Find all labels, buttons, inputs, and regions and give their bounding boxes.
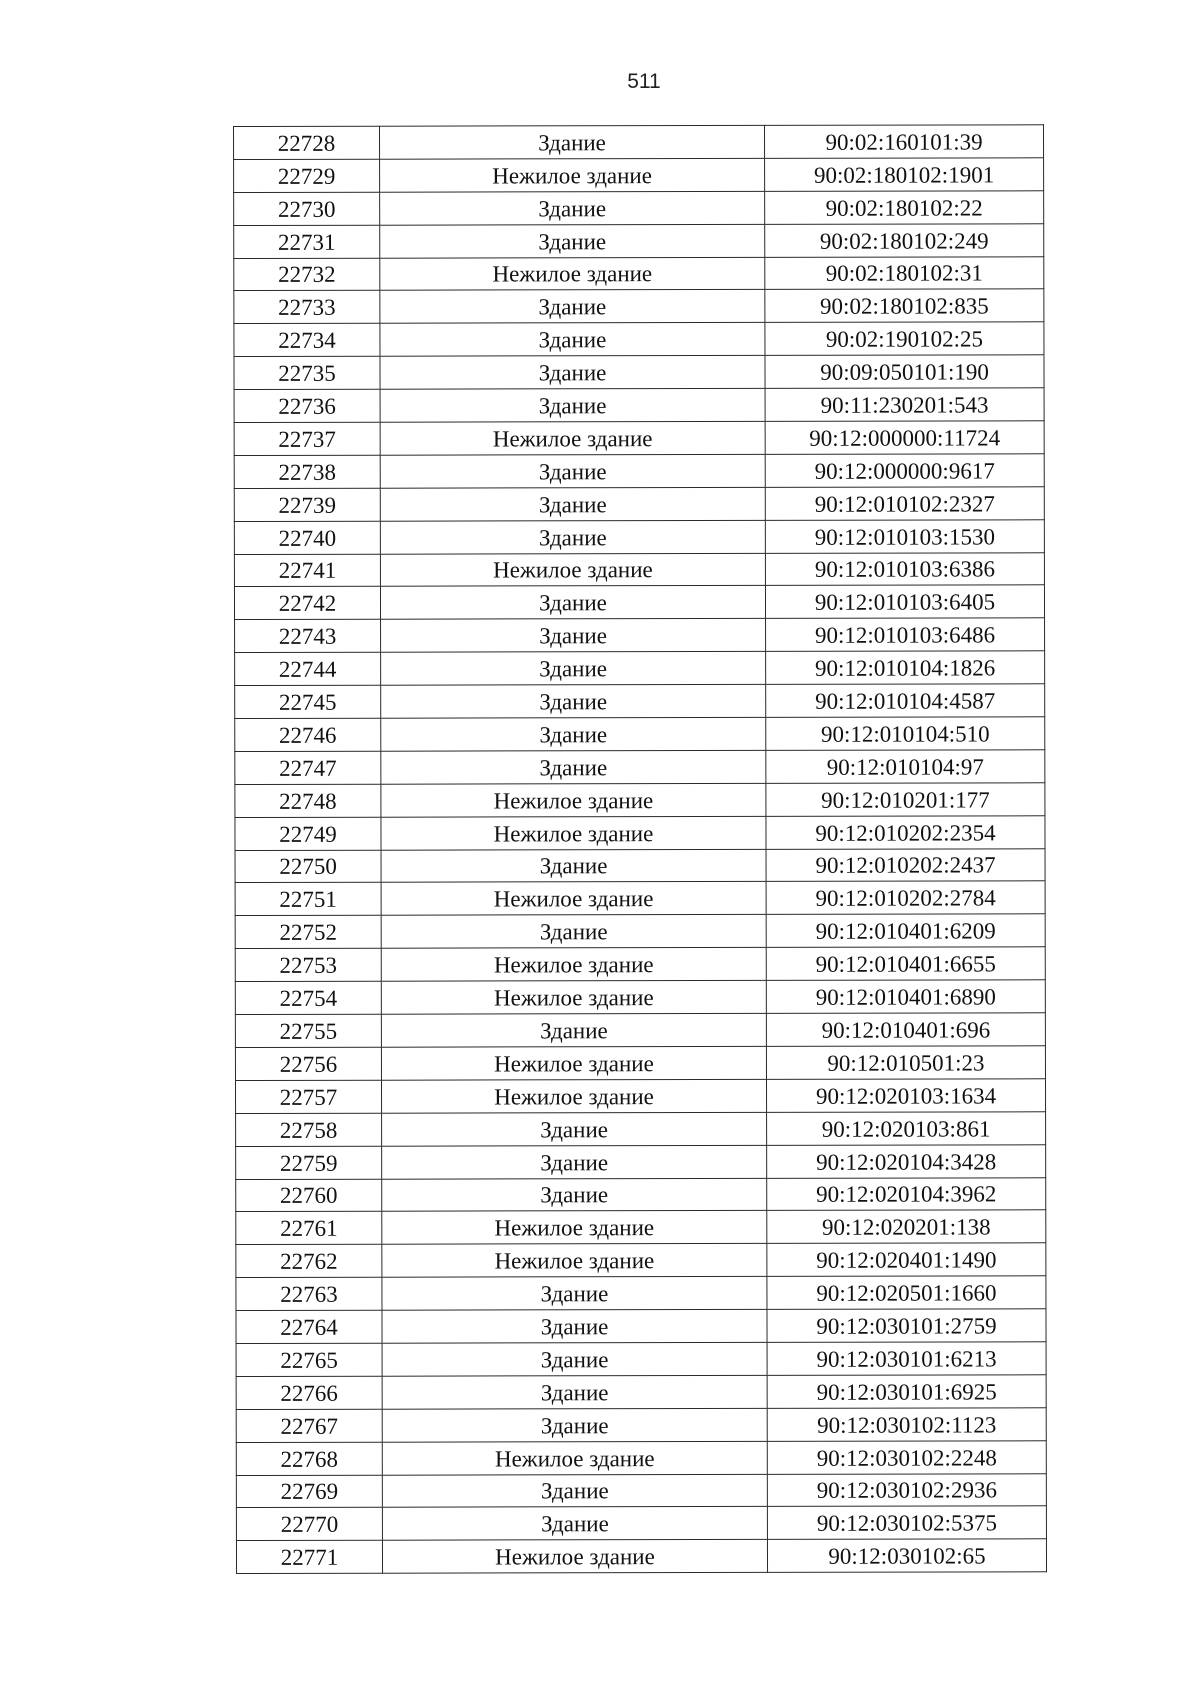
row-number-cell: 22752	[235, 916, 381, 949]
cadastral-number-cell: 90:12:030102:65	[767, 1539, 1046, 1572]
row-number-cell: 22757	[235, 1080, 381, 1113]
table-row	[236, 1210, 1046, 1245]
cadastral-number-cell: 90:12:010103:6386	[765, 552, 1044, 585]
row-number-cell: 22760	[236, 1179, 382, 1212]
object-type-cell: Здание	[380, 487, 765, 521]
table-row	[235, 848, 1045, 883]
table-row	[236, 1112, 1046, 1147]
table-row	[234, 355, 1044, 390]
object-type-cell: Здание	[380, 290, 765, 324]
row-number-cell: 22730	[234, 192, 380, 225]
table-row	[235, 980, 1045, 1015]
row-number-cell: 22758	[236, 1113, 382, 1146]
object-type-cell: Нежилое здание	[381, 1079, 766, 1113]
row-number-cell: 22753	[235, 948, 381, 981]
table-row	[236, 1473, 1046, 1508]
cadastral-number-cell: 90:02:180102:31	[765, 256, 1044, 289]
table-row	[234, 289, 1044, 324]
object-type-cell: Здание	[380, 454, 765, 488]
cadastral-number-cell: 90:12:010104:97	[766, 750, 1045, 783]
object-type-cell: Нежилое здание	[381, 882, 766, 916]
object-type-cell: Нежилое здание	[380, 421, 765, 455]
row-number-cell: 22734	[234, 324, 380, 357]
object-type-cell: Здание	[380, 191, 765, 225]
table-row	[234, 256, 1044, 291]
table-row	[235, 947, 1045, 982]
row-number-cell: 22737	[234, 422, 380, 455]
table-row	[234, 421, 1044, 456]
registry-table-container	[233, 124, 1047, 1574]
object-type-cell: Нежилое здание	[382, 1244, 767, 1278]
row-number-cell: 22769	[236, 1475, 382, 1508]
row-number-cell: 22766	[236, 1376, 382, 1409]
object-type-cell: Здание	[382, 1375, 767, 1409]
registry-table	[233, 124, 1047, 1574]
cadastral-number-cell: 90:02:180102:1901	[765, 158, 1044, 191]
object-type-cell: Здание	[381, 915, 766, 949]
object-type-cell: Здание	[381, 1013, 766, 1047]
table-row	[235, 783, 1045, 818]
cadastral-number-cell: 90:12:000000:11724	[765, 421, 1044, 454]
object-type-cell: Нежилое здание	[381, 981, 766, 1015]
row-number-cell: 22746	[235, 718, 381, 751]
cadastral-number-cell: 90:02:180102:835	[765, 289, 1044, 322]
object-type-cell: Здание	[382, 1507, 767, 1541]
table-row	[235, 1046, 1045, 1081]
cadastral-number-cell: 90:12:010201:177	[766, 783, 1045, 816]
cadastral-number-cell: 90:12:030102:2248	[767, 1440, 1046, 1473]
cadastral-number-cell: 90:09:050101:190	[765, 355, 1044, 388]
cadastral-number-cell: 90:12:010401:696	[766, 1013, 1045, 1046]
table-row	[235, 618, 1045, 653]
object-type-cell: Нежилое здание	[382, 1441, 767, 1475]
object-type-cell: Здание	[382, 1277, 767, 1311]
object-type-cell: Здание	[380, 323, 765, 357]
table-row	[236, 1375, 1046, 1410]
object-type-cell: Нежилое здание	[381, 948, 766, 982]
row-number-cell: 22761	[236, 1212, 382, 1245]
row-number-cell: 22736	[234, 389, 380, 422]
cadastral-number-cell: 90:12:010401:6209	[766, 914, 1045, 947]
registry-table-body	[234, 125, 1047, 1574]
row-number-cell: 22731	[234, 225, 380, 258]
table-row	[235, 1013, 1045, 1048]
cadastral-number-cell: 90:12:010401:6655	[766, 947, 1045, 980]
object-type-cell: Нежилое здание	[381, 816, 766, 850]
object-type-cell: Здание	[381, 685, 766, 719]
row-number-cell: 22767	[236, 1409, 382, 1442]
cadastral-number-cell: 90:12:010202:2784	[766, 881, 1045, 914]
cadastral-number-cell: 90:12:000000:9617	[765, 454, 1044, 487]
row-number-cell: 22756	[235, 1047, 381, 1080]
cadastral-number-cell: 90:12:010102:2327	[765, 487, 1044, 520]
row-number-cell: 22739	[234, 488, 380, 521]
cadastral-number-cell: 90:12:030102:5375	[767, 1506, 1046, 1539]
cadastral-number-cell: 90:12:010202:2354	[766, 816, 1045, 849]
row-number-cell: 22728	[234, 126, 380, 159]
cadastral-number-cell: 90:11:230201:543	[765, 388, 1044, 421]
cadastral-number-cell: 90:12:020201:138	[767, 1210, 1046, 1243]
table-row	[234, 125, 1044, 160]
object-type-cell: Здание	[380, 125, 765, 159]
cadastral-number-cell: 90:12:020104:3428	[767, 1144, 1046, 1177]
row-number-cell: 22768	[236, 1442, 382, 1475]
row-number-cell: 22755	[235, 1014, 381, 1047]
table-row	[234, 519, 1044, 554]
cadastral-number-cell: 90:12:030102:1123	[767, 1408, 1046, 1441]
row-number-cell: 22762	[236, 1244, 382, 1277]
table-row	[234, 223, 1044, 258]
row-number-cell: 22751	[235, 883, 381, 916]
row-number-cell: 22745	[235, 685, 381, 718]
page-number: 511	[627, 70, 661, 93]
table-row	[235, 717, 1045, 752]
object-type-cell: Здание	[382, 1178, 767, 1212]
object-type-cell: Нежилое здание	[380, 158, 765, 192]
row-number-cell: 22764	[236, 1310, 382, 1343]
object-type-cell: Здание	[381, 849, 766, 883]
table-row	[235, 684, 1045, 719]
cadastral-number-cell: 90:12:030101:2759	[767, 1309, 1046, 1342]
table-row	[234, 585, 1044, 620]
table-row	[235, 750, 1045, 785]
row-number-cell: 22741	[234, 554, 380, 587]
cadastral-number-cell: 90:12:030101:6925	[767, 1375, 1046, 1408]
object-type-cell: Здание	[382, 1342, 767, 1376]
row-number-cell: 22765	[236, 1343, 382, 1376]
table-row	[235, 1079, 1045, 1114]
cadastral-number-cell: 90:12:010103:1530	[765, 519, 1044, 552]
object-type-cell: Здание	[381, 750, 766, 784]
cadastral-number-cell: 90:12:020103:1634	[766, 1079, 1045, 1112]
row-number-cell: 22738	[234, 455, 380, 488]
object-type-cell: Нежилое здание	[382, 1211, 767, 1245]
cadastral-number-cell: 90:12:010104:4587	[766, 684, 1045, 717]
cadastral-number-cell: 90:02:160101:39	[764, 125, 1043, 158]
cadastral-number-cell: 90:12:020103:861	[767, 1112, 1046, 1145]
table-row	[236, 1177, 1046, 1212]
row-number-cell: 22742	[234, 587, 380, 620]
cadastral-number-cell: 90:12:030102:2936	[767, 1473, 1046, 1506]
object-type-cell: Здание	[381, 652, 766, 686]
object-type-cell: Нежилое здание	[380, 553, 765, 587]
object-type-cell: Здание	[380, 389, 765, 423]
table-row	[234, 552, 1044, 587]
table-row	[236, 1440, 1046, 1475]
object-type-cell: Нежилое здание	[380, 257, 765, 291]
table-row	[235, 816, 1045, 851]
object-type-cell: Здание	[382, 1408, 767, 1442]
cadastral-number-cell: 90:12:010104:1826	[766, 651, 1045, 684]
table-row	[235, 651, 1045, 686]
object-type-cell: Здание	[380, 356, 765, 390]
table-row	[235, 881, 1045, 916]
cadastral-number-cell: 90:12:020501:1660	[767, 1276, 1046, 1309]
row-number-cell: 22748	[235, 784, 381, 817]
table-row	[234, 322, 1044, 357]
row-number-cell: 22770	[236, 1508, 382, 1541]
row-number-cell: 22771	[236, 1540, 382, 1573]
cadastral-number-cell: 90:12:020401:1490	[767, 1243, 1046, 1276]
table-row	[234, 158, 1044, 193]
object-type-cell: Здание	[382, 1145, 767, 1179]
table-row	[236, 1276, 1046, 1311]
table-row	[235, 914, 1045, 949]
row-number-cell: 22735	[234, 356, 380, 389]
object-type-cell: Здание	[381, 619, 766, 653]
table-row	[234, 487, 1044, 522]
table-row	[236, 1243, 1046, 1278]
row-number-cell: 22754	[235, 981, 381, 1014]
object-type-cell: Нежилое здание	[382, 1540, 767, 1574]
table-row	[234, 388, 1044, 423]
table-row	[234, 454, 1044, 489]
cadastral-number-cell: 90:02:190102:25	[765, 322, 1044, 355]
cadastral-number-cell: 90:12:010104:510	[766, 717, 1045, 750]
row-number-cell: 22740	[234, 521, 380, 554]
row-number-cell: 22732	[234, 258, 380, 291]
object-type-cell: Нежилое здание	[381, 1046, 766, 1080]
object-type-cell: Здание	[382, 1309, 767, 1343]
table-row	[236, 1539, 1046, 1574]
row-number-cell: 22729	[234, 159, 380, 192]
object-type-cell: Здание	[382, 1112, 767, 1146]
table-row	[236, 1309, 1046, 1344]
cadastral-number-cell: 90:12:010202:2437	[766, 848, 1045, 881]
table-row	[236, 1408, 1046, 1443]
table-row	[236, 1506, 1046, 1541]
table-row	[236, 1342, 1046, 1377]
object-type-cell: Здание	[380, 520, 765, 554]
cadastral-number-cell: 90:12:010401:6890	[766, 980, 1045, 1013]
object-type-cell: Здание	[380, 586, 765, 620]
table-row	[234, 191, 1044, 226]
object-type-cell: Здание	[381, 717, 766, 751]
object-type-cell: Нежилое здание	[381, 783, 766, 817]
cadastral-number-cell: 90:02:180102:249	[765, 223, 1044, 256]
row-number-cell: 22744	[235, 652, 381, 685]
cadastral-number-cell: 90:12:020104:3962	[767, 1177, 1046, 1210]
cadastral-number-cell: 90:02:180102:22	[765, 191, 1044, 224]
cadastral-number-cell: 90:12:010501:23	[766, 1046, 1045, 1079]
row-number-cell: 22743	[235, 620, 381, 653]
row-number-cell: 22759	[236, 1146, 382, 1179]
row-number-cell: 22733	[234, 291, 380, 324]
object-type-cell: Здание	[380, 224, 765, 258]
cadastral-number-cell: 90:12:010103:6486	[766, 618, 1045, 651]
row-number-cell: 22763	[236, 1277, 382, 1310]
row-number-cell: 22747	[235, 751, 381, 784]
object-type-cell: Здание	[382, 1474, 767, 1508]
cadastral-number-cell: 90:12:030101:6213	[767, 1342, 1046, 1375]
table-row	[236, 1144, 1046, 1179]
row-number-cell: 22749	[235, 817, 381, 850]
row-number-cell: 22750	[235, 850, 381, 883]
cadastral-number-cell: 90:12:010103:6405	[765, 585, 1044, 618]
